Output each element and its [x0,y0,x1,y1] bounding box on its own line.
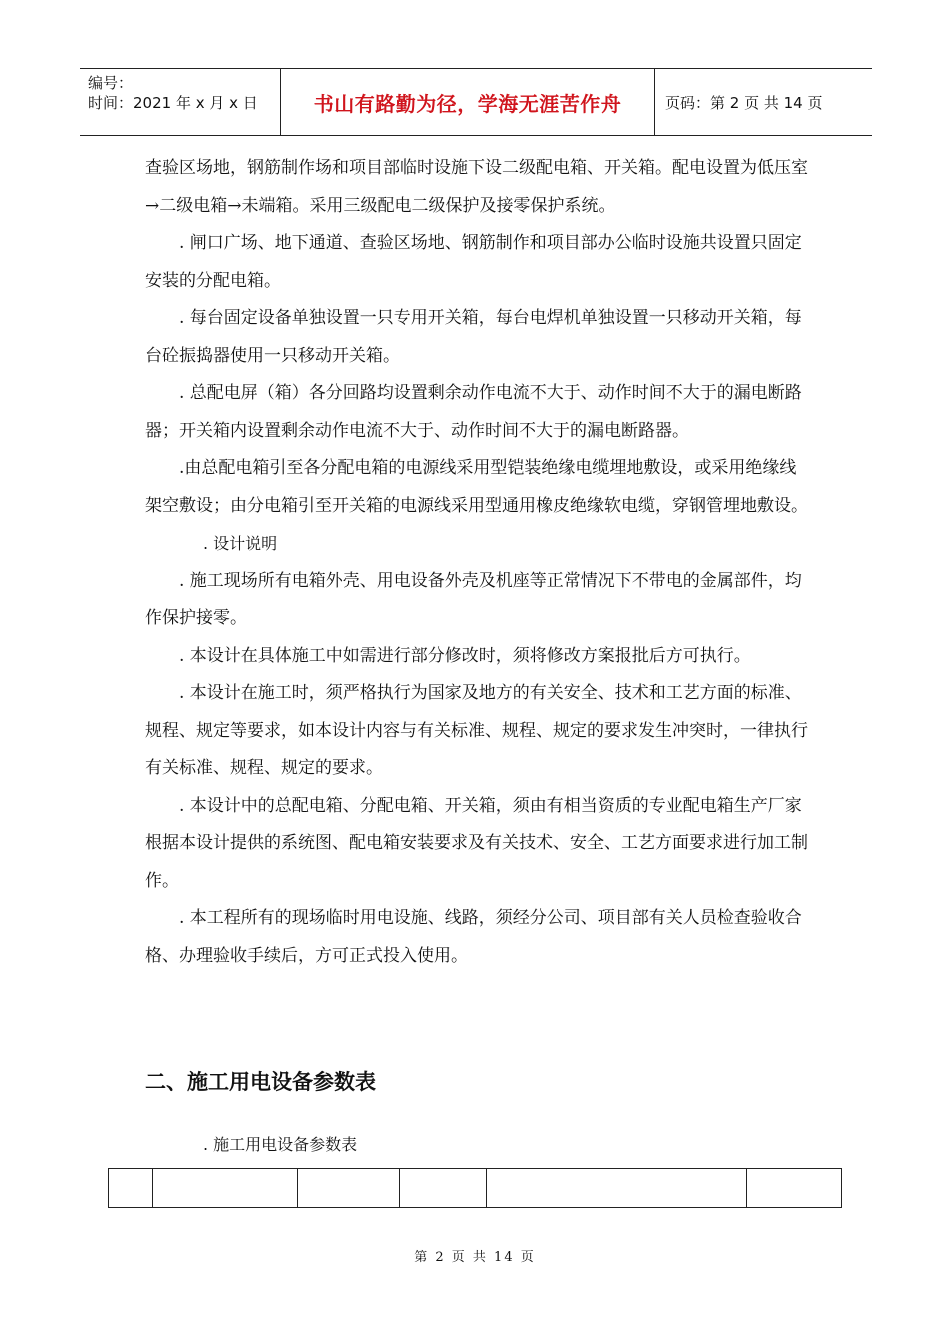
paragraph: . 闸口广场、地下通道、查验区场地、钢筋制作和项目部办公临时设施共设置只固定安装的分配电箱。 [145,233,802,291]
header-motto: 书山有路勤为径，学海无涯苦作舟 [281,69,655,135]
section-title: 二、施工用电设备参数表 [145,1070,376,1094]
table-cell [153,1169,298,1208]
paragraph: . 本设计在具体施工中如需进行部分修改时，须将修改方案报批后方可执行。 [179,645,751,666]
table-cell [487,1169,747,1208]
paragraph: . 本设计在施工时，须严格执行为国家及地方的有关安全、技术和工艺方面的标准、规程、规定等要求，如本设计内容与有关标准、规程、规定的要求发生冲突时，一律执行有关标准、规程、规定的要求。 [145,683,808,778]
equipment-parameter-table [108,1168,842,1208]
table-cell [747,1169,842,1208]
paragraph: .由总配电箱引至各分配电箱的电源线采用型铠装绝缘电缆埋地敷设，或采用绝缘线架空敷设；由分电箱引至开关箱的电源线采用型通用橡皮绝缘软电缆，穿钢管埋地敷设。 [145,458,808,516]
paragraph: . 本设计中的总配电箱、分配电箱、开关箱，须由有相当资质的专业配电箱生产厂家根据本设计提供的系统图、配电箱安装要求及有关技术、安全、工艺方面要求进行加工制作。 [145,795,808,891]
paragraph: 查验区场地，钢筋制作场和项目部临时设施下设二级配电箱、开关箱。配电设置为低压室→二级电箱→未端箱。采用三级配电二级保护及接零保护系统。 [145,158,808,216]
page-footer: 第 2 页 共 14 页 [414,1250,536,1265]
design-heading: . 设计说明 [203,534,278,553]
paragraph: . 每台固定设备单独设置一只专用开关箱，每台电焊机单独设置一只移动开关箱，每台砼振捣器使用一只移动开关箱。 [145,308,802,366]
header-meta [80,69,281,135]
document-body [145,150,811,975]
table-row [109,1169,842,1208]
paragraph: . 施工现场所有电箱外壳、用电设备外壳及机座等正常情况下不带电的金属部件，均作保护接零。 [145,570,802,628]
table-caption: . 施工用电设备参数表 [203,1135,358,1154]
table-cell [400,1169,487,1208]
document-date: 时间：2021 年 x 月 x 日 [88,94,258,112]
table-cell [109,1169,153,1208]
paragraph: . 本工程所有的现场临时用电设施、线路，须经分公司、项目部有关人员检查验收合格、办理验收手续后，方可正式投入使用。 [145,908,802,966]
page-header [80,68,872,136]
document-number: 编号： [88,74,134,92]
table-cell [298,1169,400,1208]
header-page-info: 页码：第 2 页 共 14 页 [665,93,823,112]
paragraph: . 总配电屏（箱）各分回路均设置剩余动作电流不大于、动作时间不大于的漏电断路器；开关箱内设置剩余动作电流不大于、动作时间不大于的漏电断路器。 [145,383,802,441]
